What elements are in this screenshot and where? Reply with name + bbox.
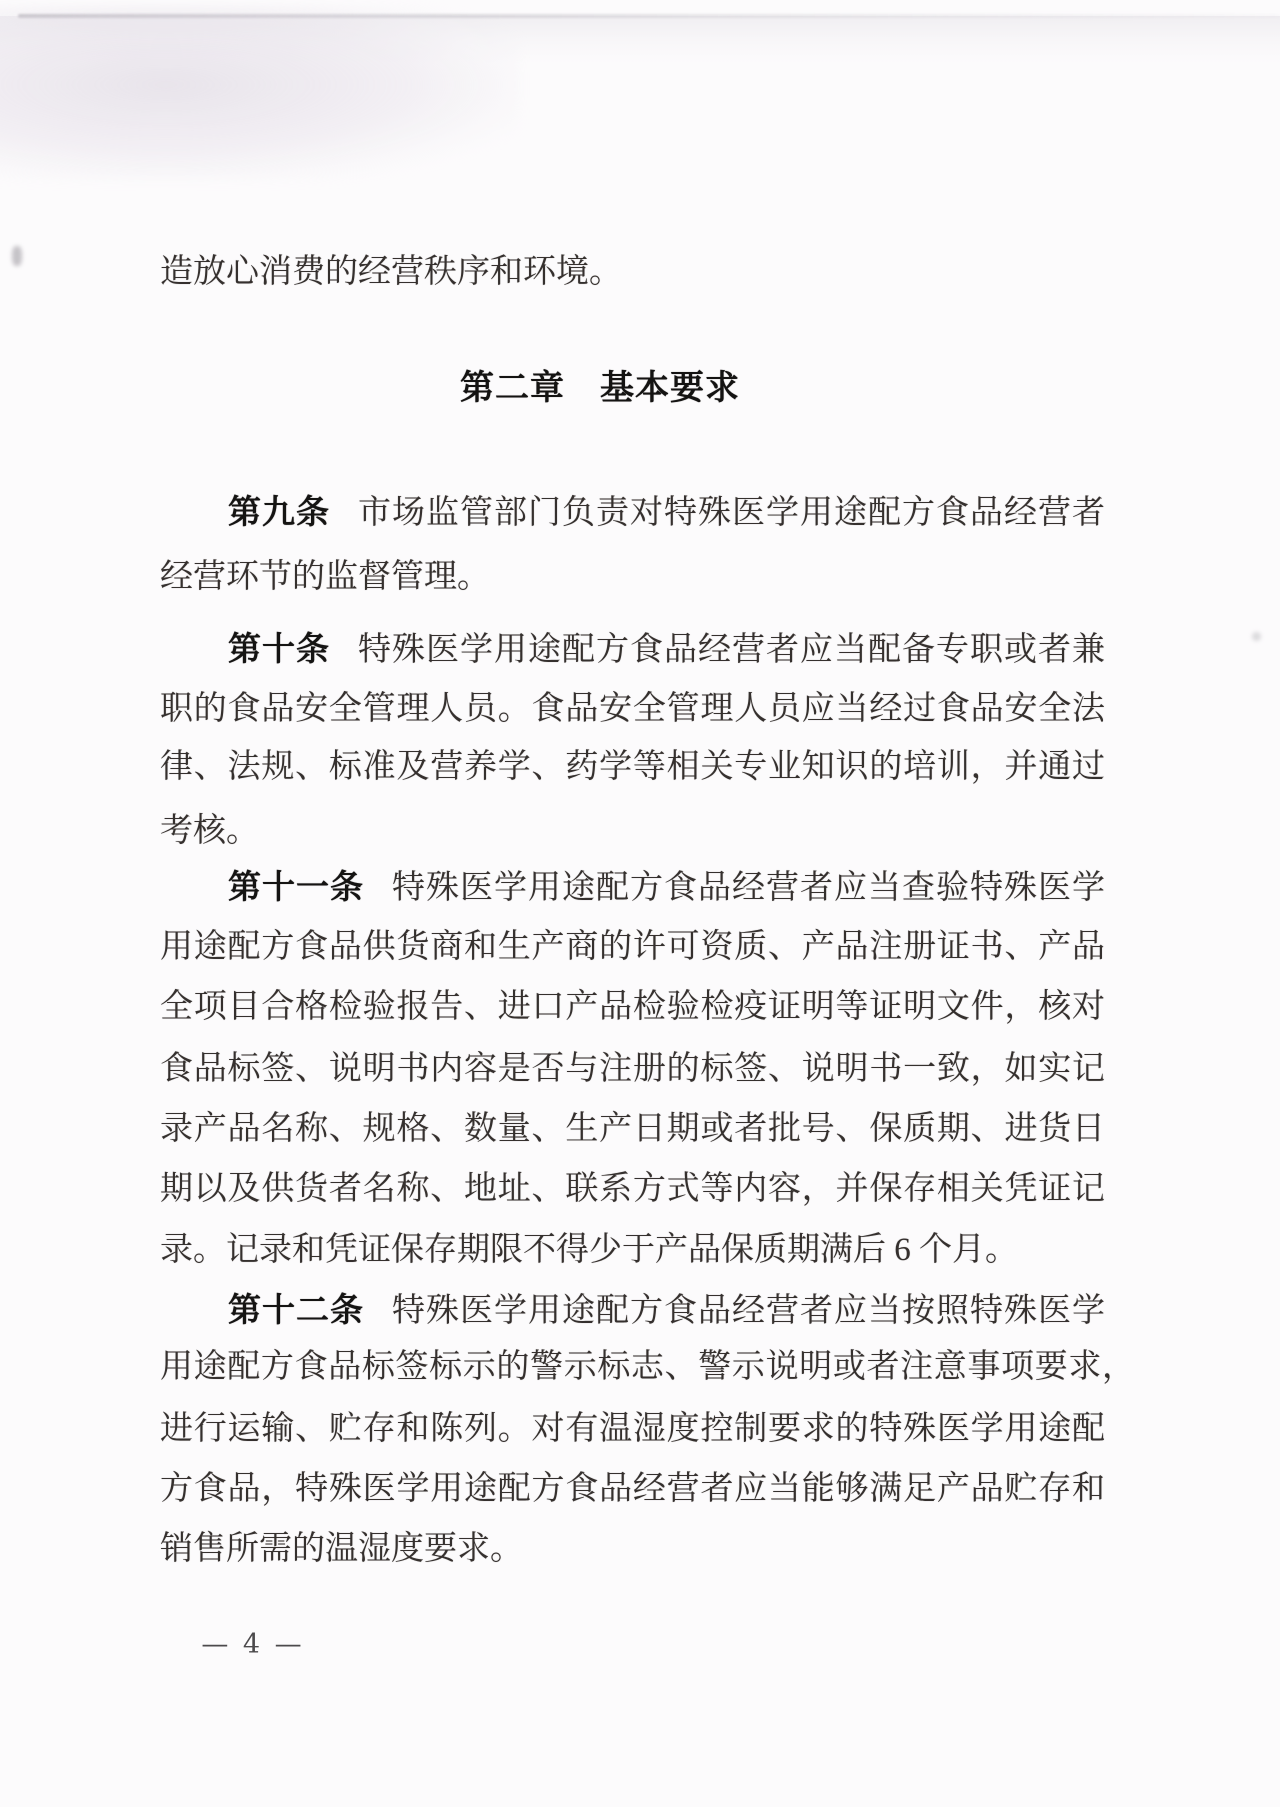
- line-text: 用途配方食品标签标示的警示标志、警示说明或者注意事项要求，: [160, 1349, 1135, 1385]
- line-text: 特殊医学用途配方食品经营者应当配备专职或者兼: [358, 632, 1105, 668]
- scan-blotch-artifact: [0, 6, 520, 181]
- line-text: 经营环节的监督管理。: [160, 559, 490, 595]
- article-paragraph-line: [160, 493, 1105, 532]
- body-text-line: [160, 1470, 1105, 1508]
- line-text: 市场监管部门负责对特殊医学用途配方食品经营者: [358, 495, 1105, 531]
- line-text: 全项目合格检验报告、进口产品检验检疫证明等证明文件，核对: [160, 989, 1105, 1025]
- line-text: 特殊医学用途配方食品经营者应当查验特殊医学: [392, 870, 1105, 906]
- line-text: 律、法规、标准及营养学、药学等相关专业知识的培训，并通过: [160, 749, 1105, 785]
- body-text-line: [160, 928, 1105, 966]
- line-text: 录产品名称、规格、数量、生产日期或者批号、保质期、进货日: [160, 1111, 1105, 1147]
- body-text-line: [160, 1050, 1105, 1088]
- article-paragraph-line: [160, 630, 1105, 669]
- article-number-label: 第十条: [228, 630, 330, 667]
- body-text-line: [160, 1348, 1135, 1386]
- body-text-line: [160, 1530, 523, 1568]
- article-number-label: 第十二条: [228, 1291, 364, 1328]
- line-text: 考核。: [160, 813, 259, 849]
- article-paragraph-line: [160, 868, 1105, 907]
- article-number-label: 第九条: [228, 493, 330, 530]
- line-text: 期以及供货者名称、地址、联系方式等内容，并保存相关凭证记: [160, 1171, 1105, 1207]
- body-text-line: [160, 690, 1105, 728]
- page-number: — 4 —: [201, 1629, 305, 1660]
- body-text-line: [160, 558, 490, 596]
- line-text: 造放心消费的经营秩序和环境。: [160, 254, 622, 290]
- line-text: 职的食品安全管理人员。食品安全管理人员应当经过食品安全法: [160, 691, 1105, 727]
- line-text: 录。记录和凭证保存期限不得少于产品保质期满后 6 个月。: [160, 1232, 1018, 1268]
- body-text-line: [160, 988, 1105, 1026]
- line-text: 进行运输、贮存和陈列。对有温湿度控制要求的特殊医学用途配: [160, 1411, 1105, 1447]
- body-text-line: [160, 748, 1105, 786]
- scan-speck-artifact: [12, 246, 22, 266]
- article-number-label: 第十一条: [228, 868, 364, 905]
- body-text-line: [160, 1170, 1105, 1208]
- scan-dot-artifact: [1252, 632, 1261, 641]
- article-paragraph-line: [160, 1291, 1105, 1330]
- body-text-line: [160, 1410, 1105, 1448]
- line-text: 方食品，特殊医学用途配方食品经营者应当能够满足产品贮存和: [160, 1471, 1105, 1507]
- line-text: 特殊医学用途配方食品经营者应当按照特殊医学: [392, 1293, 1105, 1329]
- body-text-line: [160, 1231, 1018, 1269]
- body-text-line: [160, 253, 622, 291]
- body-text-line: [160, 812, 259, 850]
- body-text-line: [160, 1110, 1105, 1148]
- chapter-heading: 第二章 基本要求: [460, 369, 740, 407]
- line-text: 用途配方食品供货商和生产商的许可资质、产品注册证书、产品: [160, 929, 1105, 965]
- line-text: 销售所需的温湿度要求。: [160, 1531, 523, 1567]
- line-text: 食品标签、说明书内容是否与注册的标签、说明书一致，如实记: [160, 1051, 1105, 1087]
